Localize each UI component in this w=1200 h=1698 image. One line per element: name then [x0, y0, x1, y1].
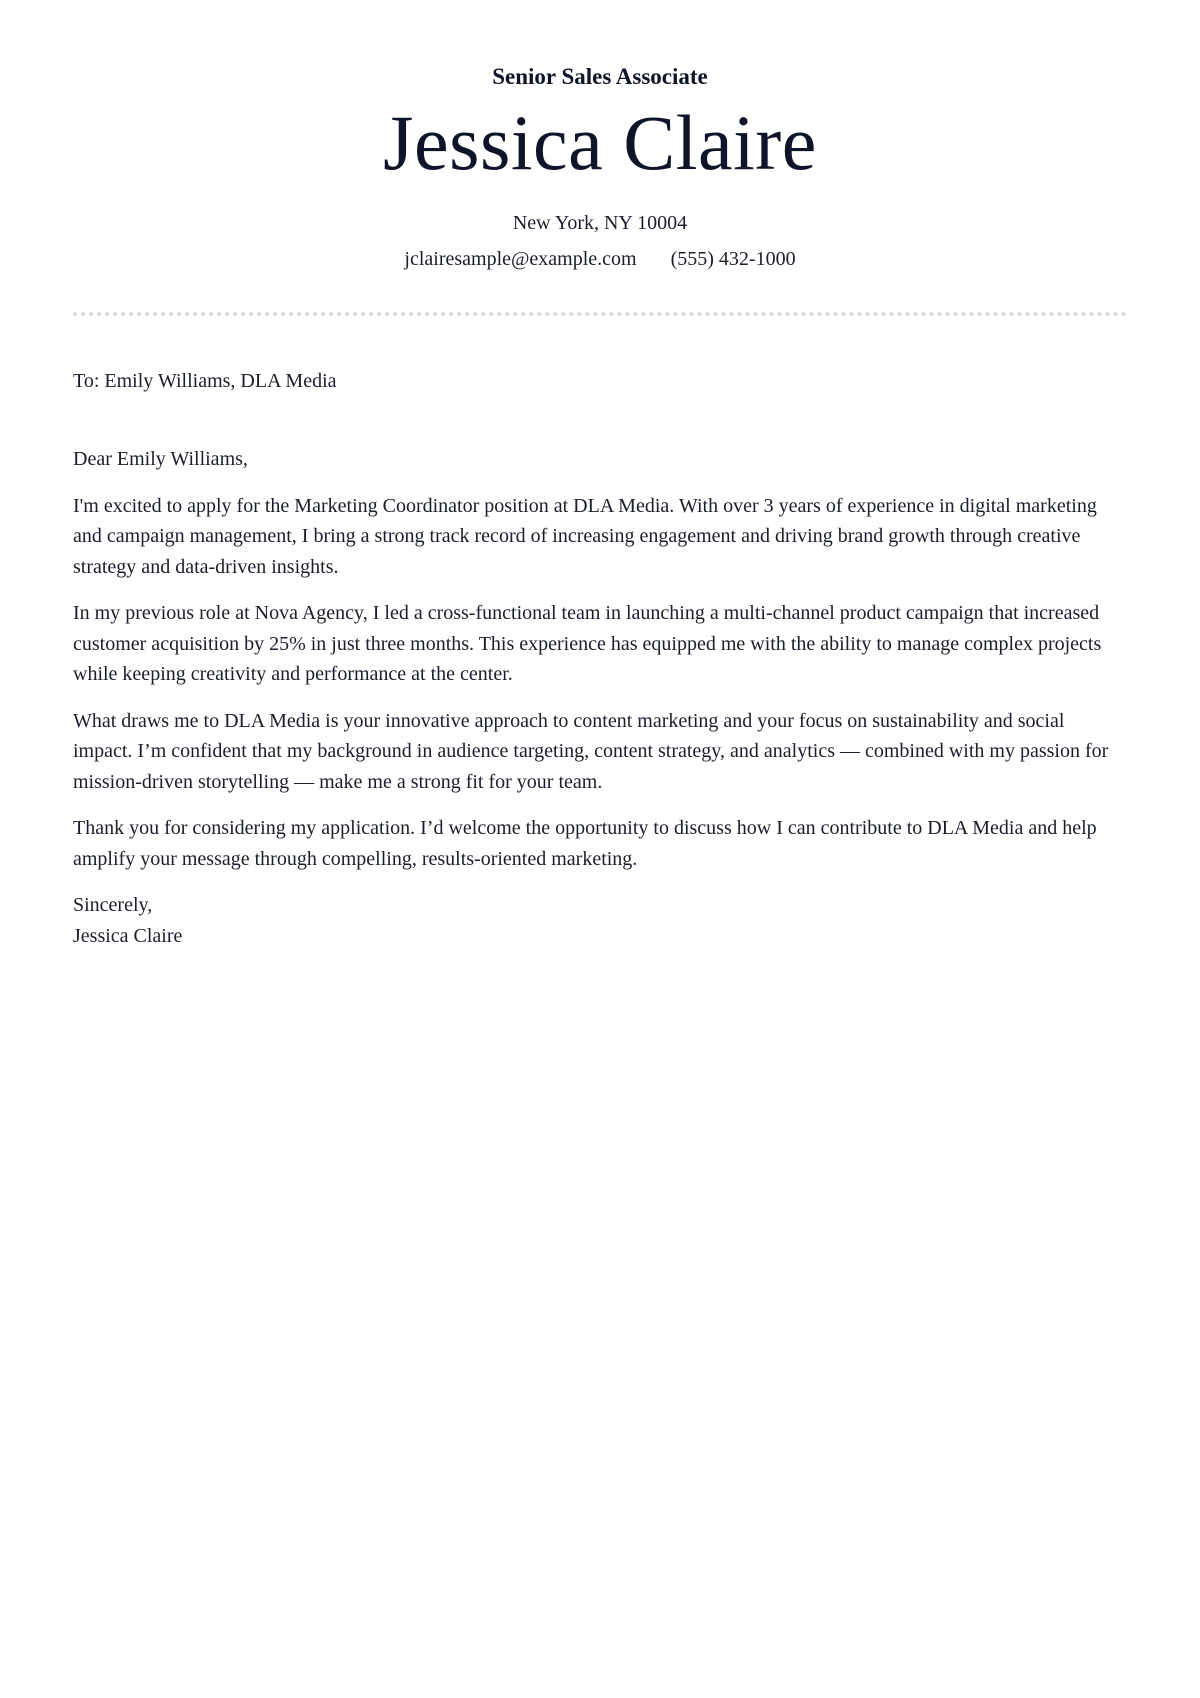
salutation: Dear Emily Williams, [73, 448, 248, 470]
email: jclairesample@example.com [404, 248, 637, 270]
contact-row [73, 246, 1127, 272]
job-title: Senior Sales Associate [492, 64, 708, 89]
recipient-line: To: Emily Williams, DLA Media [73, 370, 337, 392]
signoff [73, 890, 1127, 951]
closing: Sincerely, [73, 894, 153, 916]
signature-name: Jessica Claire [73, 924, 183, 947]
dotted-divider [73, 312, 1127, 316]
body-paragraph: In my previous role at Nova Agency, I led a cross-functional team in launching a multi-channel product campaign that increased customer acquisition by 25% in just three months. This experience has equipped me with the ability to manage complex projects while keeping creativity and performance at the center. [73, 602, 1102, 685]
body-paragraph: Thank you for considering my application. I’d welcome the opportunity to discuss how I can contribute to DLA Media and help amplify your message through compelling, results-oriented marketing. [73, 817, 1097, 870]
address: New York, NY 10004 [512, 212, 688, 234]
body-paragraph: What draws me to DLA Media is your innovative approach to content marketing and your focus on sustainability and social impact. I’m confident that my background in audience targeting, content strategy, and analytics — combined with my passion for mission-driven storytelling — make me a strong fit for your team. [73, 709, 1109, 793]
letter-body [73, 444, 1127, 951]
phone: (555) 432-1000 [670, 248, 796, 270]
applicant-name: Jessica Claire [383, 99, 817, 186]
letter-header [73, 0, 1127, 272]
body-paragraph: I'm excited to apply for the Marketing Coordinator position at DLA Media. With over 3 years of experience in digital marketing and campaign management, I bring a strong track record of increasing engagement and driving brand growth through creative strategy and data-driven insights. [73, 494, 1097, 578]
